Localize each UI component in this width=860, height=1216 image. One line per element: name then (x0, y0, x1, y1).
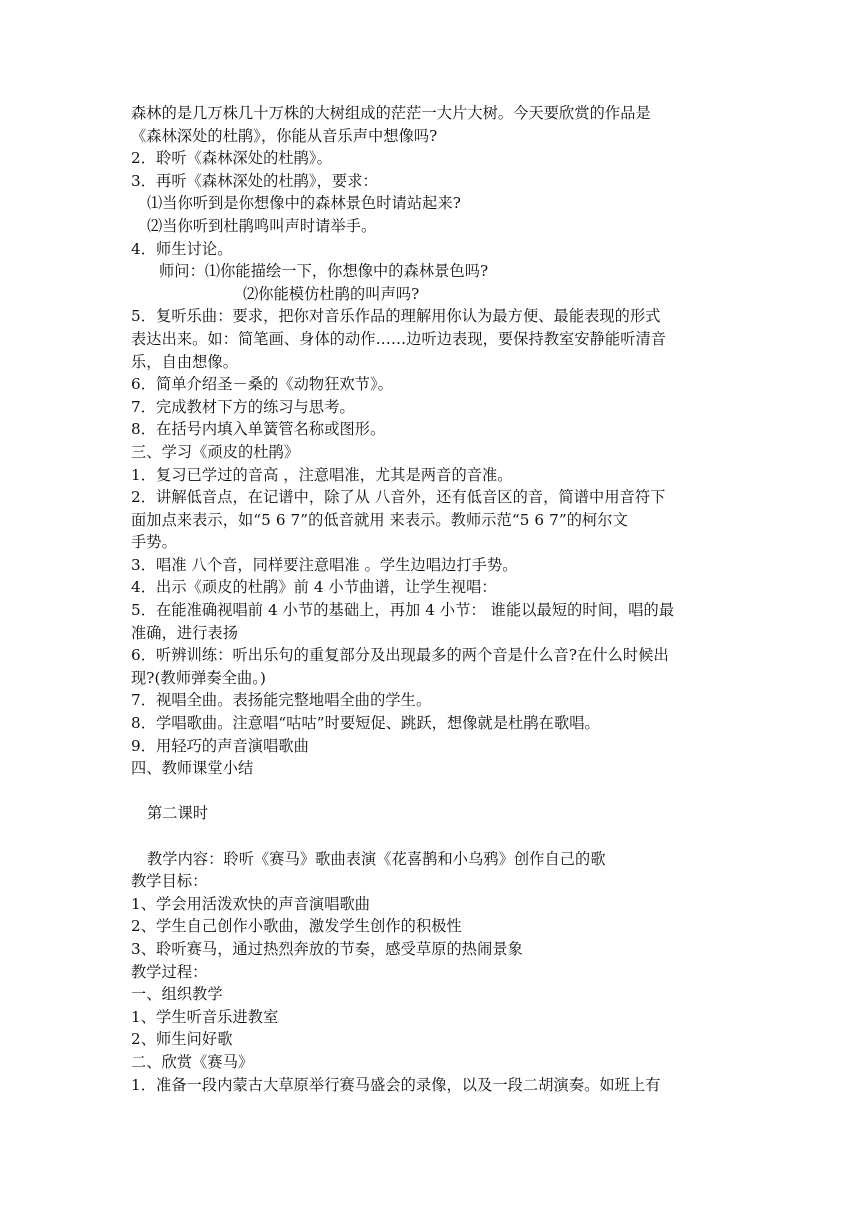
text-line: 3、聆听赛马，通过热烈奔放的节奏，感受草原的热闹景象 (131, 939, 523, 958)
text-line: 2、师生问好歌 (131, 1030, 233, 1049)
text-line: 5．在能准确视唱前 4 小节的基础上，再加 4 小节： 谁能以最短的时间，唱的最 (131, 601, 675, 620)
text-line: 表达出来。如：简笔画、身体的动作……边听边表现，要保持教室安静能听清音 (131, 329, 667, 348)
text-line: 1．复习已学过的音高 ，注意唱准，尤其是两音的音准。 (131, 465, 513, 484)
text-line: 1、学生听音乐进教室 (131, 1007, 279, 1026)
text-line: 1．准备一段内蒙古大草原举行赛马盛会的录像，以及一段二胡演奏。如班上有 (131, 1075, 661, 1094)
text-line: ⑴当你听到是你想像中的森林景色时请站起来? (147, 194, 461, 213)
text-line: 8．在括号内填入单簧管名称或图形。 (131, 420, 386, 439)
text-line: 4．师生讨论。 (131, 239, 233, 258)
text-line: 师问：⑴你能描绘一下，你想像中的森林景色吗? (159, 262, 489, 281)
text-line: 教学过程： (131, 962, 208, 981)
text-line: 2．讲解低音点，在记谱中，除了从 八音外，还有低音区的音，简谱中用音符下 (131, 488, 666, 507)
text-line: 7．视唱全曲。表扬能完整地唱全曲的学生。 (131, 691, 432, 710)
text-line: 2．聆听《森林深处的杜鹃》。 (131, 149, 332, 168)
text-line: 教学内容：聆听《赛马》歌曲表演《花喜鹊和小乌鸦》创作自己的歌 (147, 849, 606, 868)
text-line: 教学目标： (131, 872, 208, 891)
text-line: 5．复听乐曲：要求，把你对音乐作品的理解用你认为最方便、最能表现的形式 (131, 307, 661, 326)
text-line: 8．学唱歌曲。注意唱“咕咕”时要短促、跳跃，想像就是杜鹃在歌唱。 (131, 714, 600, 733)
text-line: ⑵你能模仿杜鹃的叫声吗? (243, 284, 420, 303)
text-line: 9．用轻巧的声音演唱歌曲 (131, 736, 309, 755)
document-page (131, 102, 731, 1096)
blank-line (131, 780, 731, 803)
text-line: 手势。 (131, 533, 177, 552)
blank-line (131, 825, 731, 848)
text-line: 4．出示《顽皮的杜鹃》前 4 小节曲谱，让学生视唱： (131, 578, 497, 597)
text-line: 森林的是几万株几十万株的大树组成的茫茫一大片大树。今天要欣赏的作品是 (131, 104, 651, 122)
text-line: ⑵当你听到杜鹃鸣叫声时请举手。 (147, 216, 377, 235)
section-heading: 一、组织教学 (131, 985, 223, 1004)
lesson-heading: 第二课时 (147, 804, 209, 823)
section-heading: 四、教师课堂小结 (131, 759, 254, 778)
text-line: 准确，进行表扬 (131, 623, 239, 642)
text-line: 《森林深处的杜鹃》，你能从音乐声中想像吗? (131, 126, 438, 145)
text-line: 2、学生自己创作小歌曲，激发学生创作的积极性 (131, 917, 462, 936)
section-heading: 二、欣赏《赛马》 (131, 1052, 254, 1071)
text-line: 面加点来表示，如“5 6 7”的低音就用 来表示。教师示范“5 6 7”的柯尔文 (131, 510, 628, 529)
text-line: 现?(教师弹奏全曲。) (131, 668, 266, 687)
text-line: 6．简单介绍圣－桑的《动物狂欢节》。 (131, 375, 394, 394)
text-line: 3．唱准 八个音，同样要注意唱准 。学生边唱边打手势。 (131, 555, 518, 574)
text-line: 7．完成教材下方的练习与思考。 (131, 397, 355, 416)
text-line: 6．听辨训练：听出乐句的重复部分及出现最多的两个音是什么音?在什么时候出 (131, 646, 669, 665)
text-line: 乐，自由想像。 (131, 352, 239, 371)
text-line: 3．再听《森林深处的杜鹃》，要求： (131, 171, 378, 190)
text-line: 1、学会用活泼欢快的声音演唱歌曲 (131, 894, 371, 913)
section-heading: 三、学习《顽皮的杜鹃》 (131, 442, 300, 461)
